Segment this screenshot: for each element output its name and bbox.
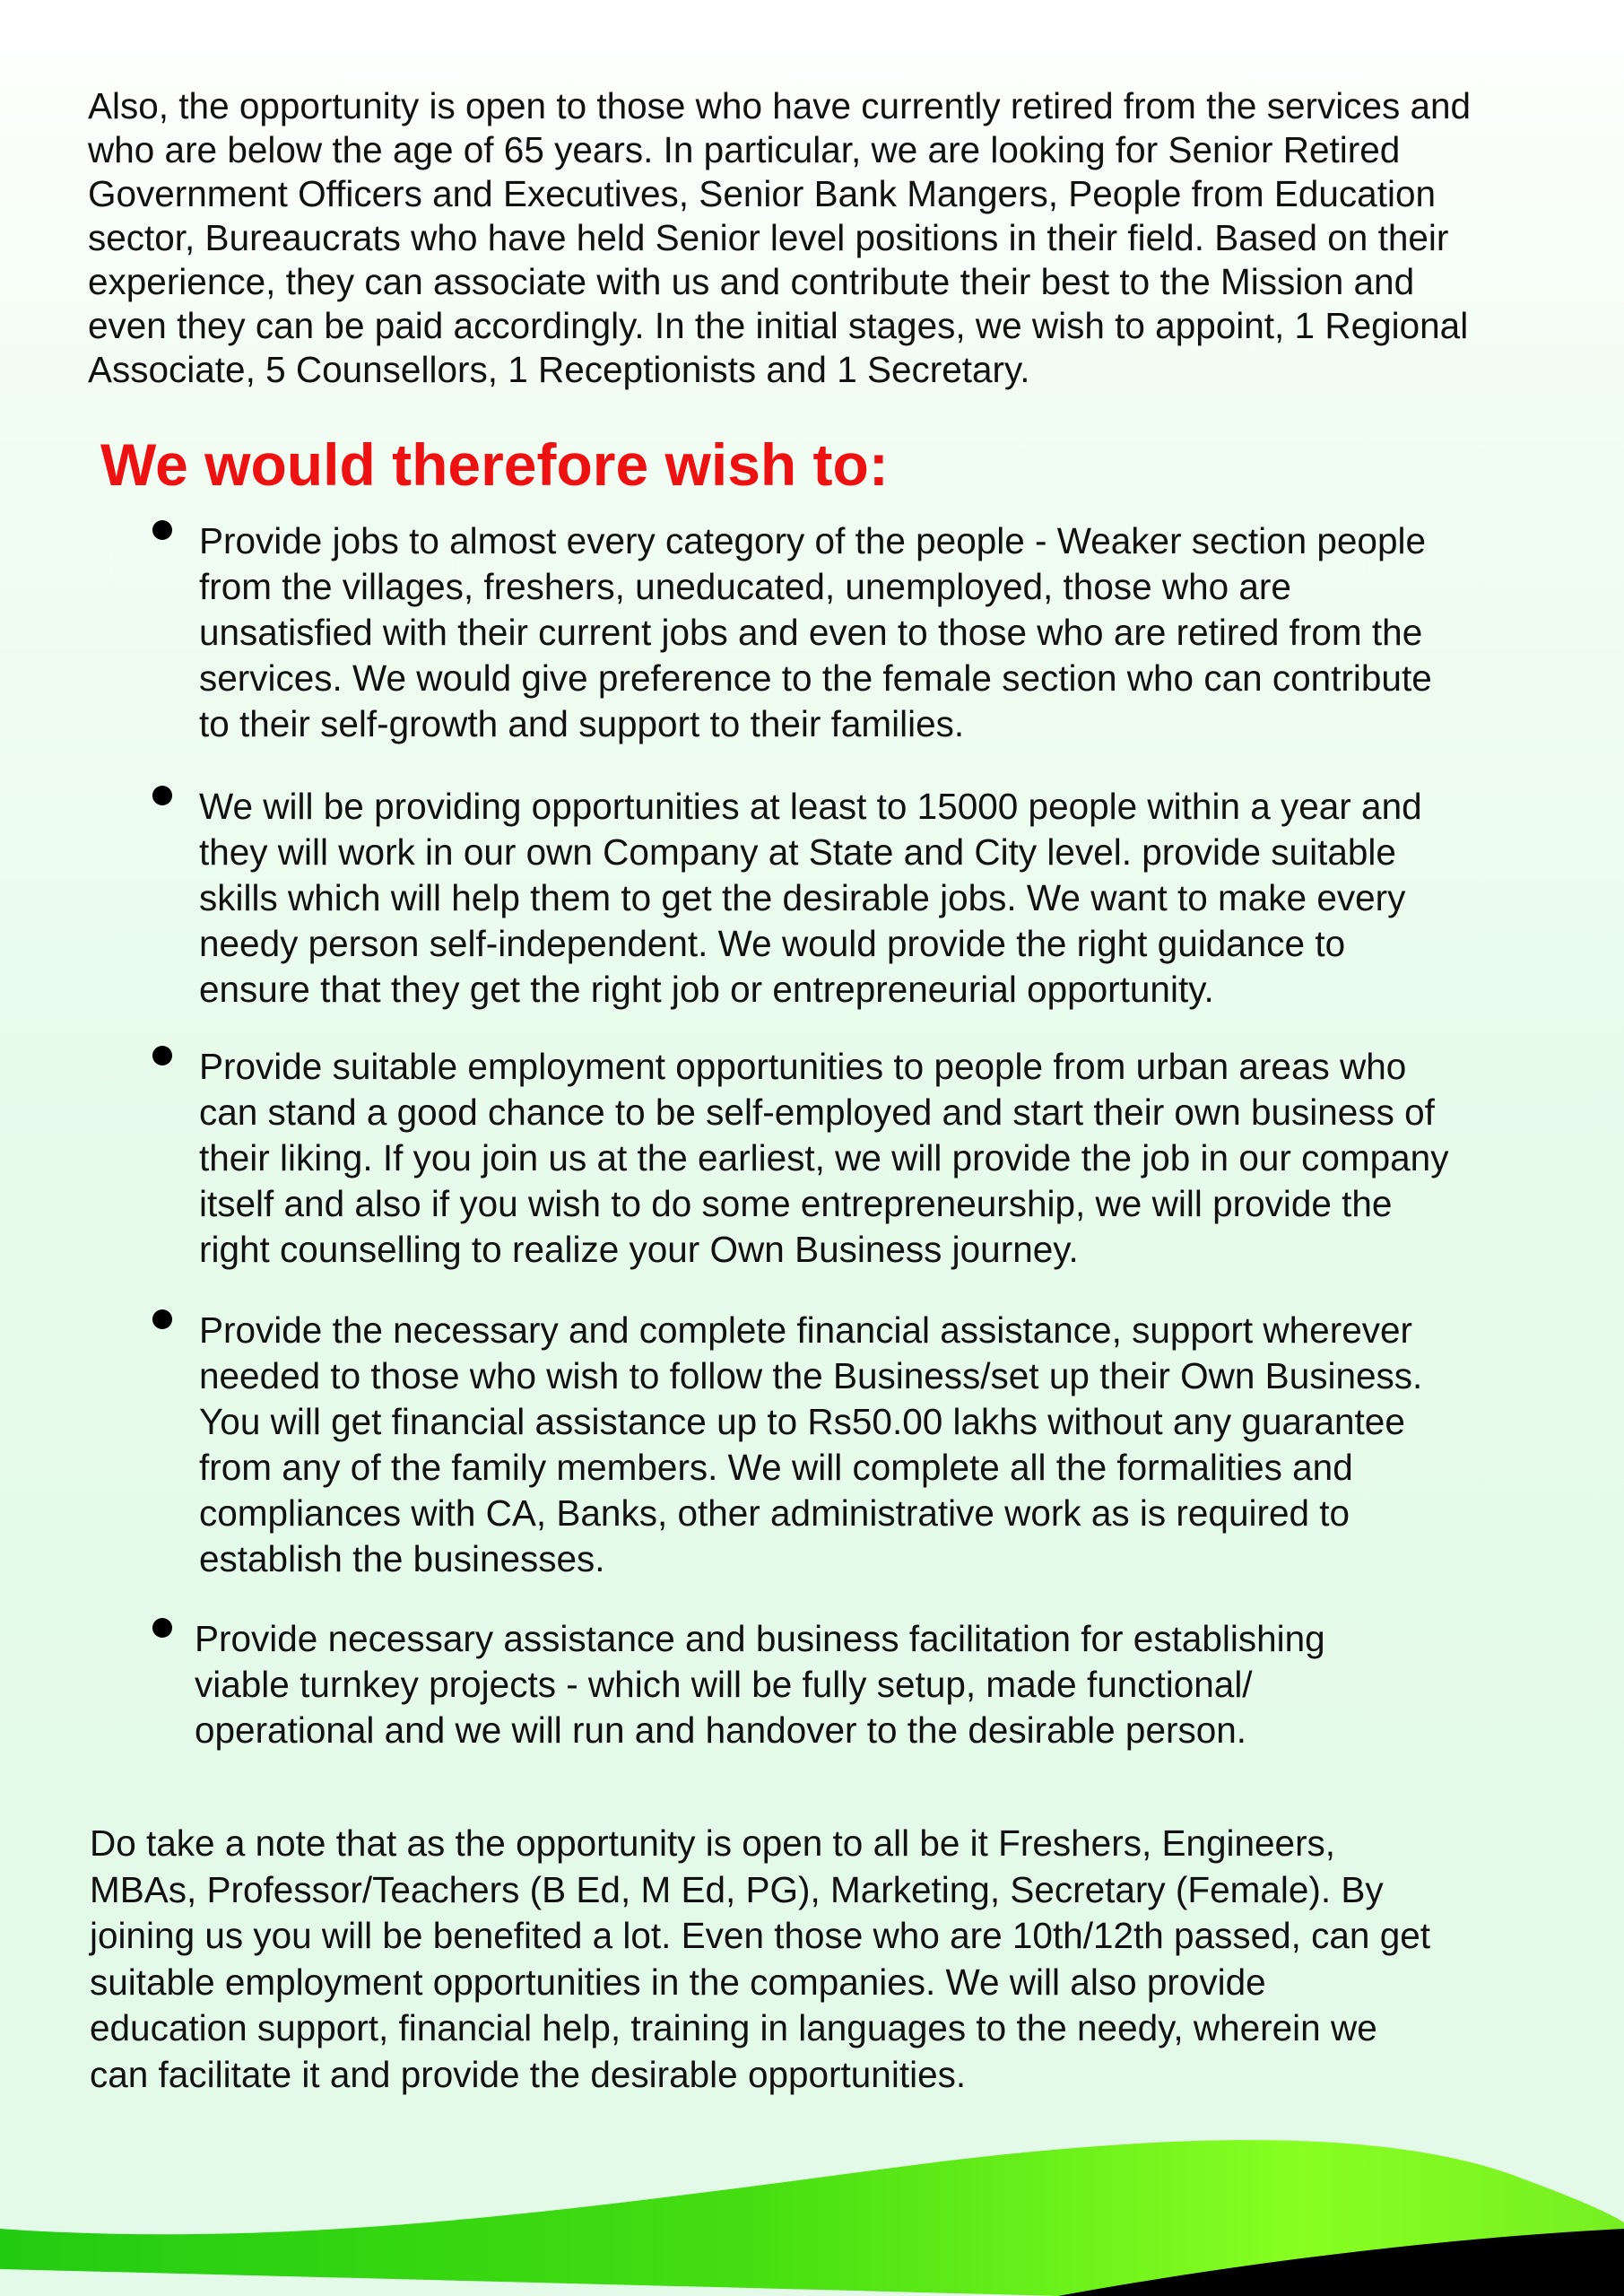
closing-line: education support, financial help, training in languages to the needy, wherein we [90,2007,1377,2048]
intro-line: Associate, 5 Counsellors, 1 Receptionists and 1 Secretary. [88,349,1030,390]
bullet-text [199,784,1607,1013]
bullet-line: You will get financial assistance up to Rs50.00 lakhs without any guarantee [199,1401,1405,1442]
bullet-line: ensure that they get the right job or entrepreneurial opportunity. [199,969,1214,1010]
bullet-line: to their self-growth and support to their families. [199,703,965,744]
bullet-line: from any of the family members. We will complete all the formalities and [199,1447,1353,1488]
bullet-line: can stand a good chance to be self-employed and start their own business of [199,1091,1435,1133]
intro-line: who are below the age of 65 years. In particular, we are looking for Senior Retired [88,129,1401,170]
intro-line: Also, the opportunity is open to those who have currently retired from the services and [88,85,1472,126]
intro-line: Government Officers and Executives, Senior Bank Mangers, People from Education [88,173,1437,214]
bullet-line: establish the businesses. [199,1538,605,1579]
bullet-dot-icon [152,1309,172,1329]
bullet-text [199,1044,1607,1273]
closing-line: MBAs, Professor/Teachers (B Ed, M Ed, PG), Marketing, Secretary (Female). By [90,1868,1384,1910]
bullet-line: from the villages, freshers, uneducated, unemployed, those who are [199,566,1291,607]
intro-line: even they can be paid accordingly. In the initial stages, we wish to appoint, 1 Regional [88,305,1469,346]
bullet-line: We will be providing opportunities at least to 15000 people within a year and [199,786,1422,827]
closing-line: can facilitate it and provide the desirable opportunities. [90,2053,967,2095]
bullet-line: they will work in our own Company at State and City level. provide suitable [199,831,1396,873]
bullet-text [199,1308,1607,1582]
bullet-line: skills which will help them to get the desirable jobs. We want to make every [199,877,1406,918]
bullet-line: right counselling to realize your Own Business journey. [199,1229,1079,1270]
section-heading: We would therefore wish to: [100,431,889,498]
bullet-dot-icon [152,786,172,805]
bullet-line: Provide the necessary and complete financial assistance, support wherever [199,1309,1412,1351]
bullet-text [199,518,1607,747]
closing-line: Do take a note that as the opportunity is open to all be it Freshers, Engineers, [90,1822,1336,1864]
bullet-text [195,1616,1602,1753]
bullet-dot-icon [152,520,172,540]
bullet-line: itself and also if you wish to do some entrepreneurship, we will provide the [199,1183,1393,1224]
closing-line: suitable employment opportunities in the companies. We will also provide [90,1961,1266,2003]
intro-line: sector, Bureaucrats who have held Senior level positions in their field. Based on their [88,217,1449,258]
decorative-wave [0,2117,1624,2296]
bullet-line: needed to those who wish to follow the Business/set up their Own Business. [199,1355,1423,1396]
closing-line: joining us you will be benefited a lot. Even those who are 10th/12th passed, can get [90,1915,1430,1956]
bullet-dot-icon [152,1046,172,1065]
bullet-line: needy person self-independent. We would provide the right guidance to [199,923,1346,964]
bullet-line: unsatisfied with their current jobs and even to those who are retired from the [199,612,1423,653]
intro-paragraph [88,84,1612,392]
bullet-line: compliances with CA, Banks, other administrative work as is required to [199,1492,1350,1534]
bullet-line: Provide necessary assistance and business facilitation for establishing [195,1618,1325,1659]
bullet-line: services. We would give preference to the female section who can contribute [199,657,1432,699]
bullet-line: viable turnkey projects - which will be fully setup, made functional/ [195,1664,1253,1705]
bullet-line: Provide suitable employment opportunities to people from urban areas who [199,1046,1407,1087]
bullet-line: their liking. If you join us at the earliest, we will provide the job in our company [199,1137,1449,1178]
bullet-line: operational and we will run and handover to the desirable person. [195,1709,1247,1751]
intro-line: experience, they can associate with us and contribute their best to the Mission and [88,261,1415,302]
bullet-dot-icon [152,1618,172,1638]
closing-paragraph [90,1821,1614,2098]
bullet-line: Provide jobs to almost every category of the people - Weaker section people [199,520,1427,561]
